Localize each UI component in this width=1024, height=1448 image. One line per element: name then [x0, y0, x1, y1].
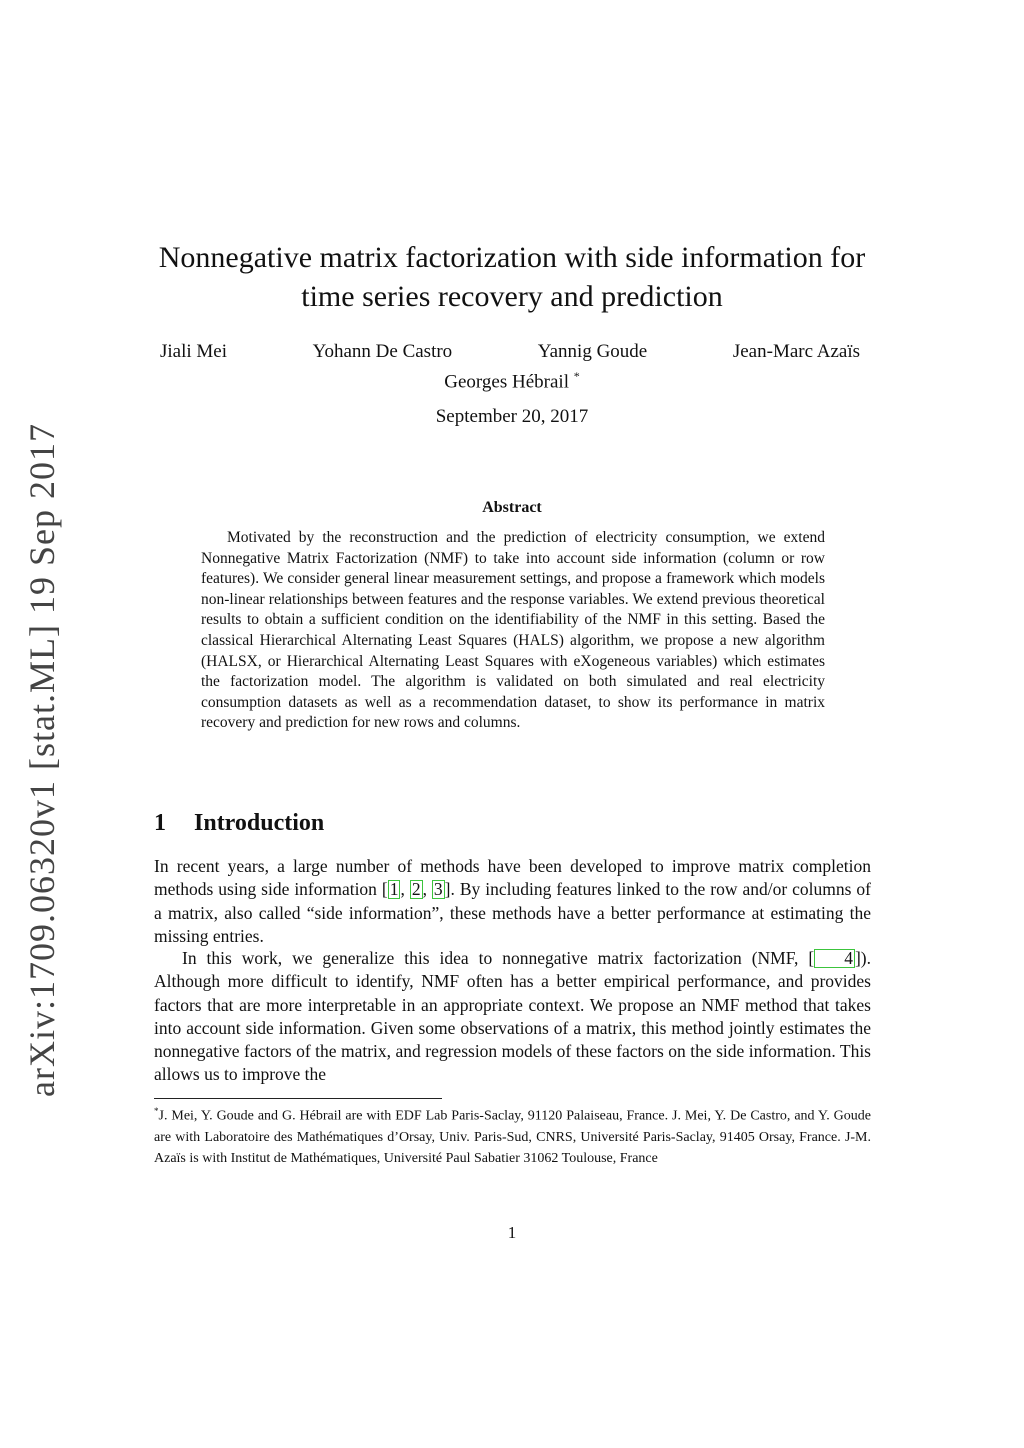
author-name: Georges Hébrail	[444, 371, 569, 393]
section-title: Introduction	[194, 810, 325, 836]
page-number: 1	[507, 1223, 517, 1242]
title-line-2: time series recovery and prediction	[301, 280, 723, 313]
author-name: Yannig Goude	[537, 341, 648, 362]
footnote	[154, 1101, 871, 1169]
paragraph-text: In this work, we generalize this idea to nonnegative matrix factorization (NMF, [	[182, 948, 815, 968]
paper-date: September 20, 2017	[435, 406, 589, 427]
footnote-mark[interactable]: *	[573, 369, 580, 383]
abstract-text: Motivated by the reconstruction and the prediction of electricity consumption, we extend Nonnegative Matrix Factorization (NMF) to take into account side information (column or row features). We consider general linear measurement settings, and propose a framework which models non-linear relationships between features and the response variables. We extend previous theoretical results to obtain a sufficient condition on the identifiability of the NMF in this setting. Based the classical Hierarchical Alternating Least Squares (HALS) algorithm, we propose a new algorithm (HALSX, or Hierarchical Alternating Least Squares with eXogeneous variables) which estimates the factorization model. The algorithm is validated on both simulated and real electricity consumption datasets as well as a recommendation dataset, to show its performance in matrix recovery and prediction for new rows and columns.	[201, 529, 825, 732]
citation-link[interactable]: 2	[411, 879, 421, 900]
paragraph-text: ]). Although more difficult to identify, NMF often has a better empirical performance, and provides factors that are more interpretable in an appropriate context. We propose an NMF method that takes into account side information. Given some observations of a matrix, this method jointly estimates the nonnegative factors of the matrix, and regression models of these factors on the side information. This allows us to improve the	[154, 948, 871, 1085]
abstract-heading: Abstract	[482, 499, 542, 516]
title-line-1: Nonnegative matrix factorization with side information for	[158, 241, 866, 274]
citation-link[interactable]: 3	[433, 879, 443, 900]
author-name: Jean-Marc Azaïs	[732, 341, 860, 362]
section-number: 1	[154, 810, 166, 836]
paragraph-text: ]. By including features linked to the row and/or columns of a matrix, also called “side information”, these methods have a better performance at estimating the missing entries.	[154, 879, 871, 946]
footnote-mark: *	[154, 1106, 159, 1116]
section-heading	[154, 808, 654, 838]
author-name: Yohann De Castro	[312, 341, 453, 362]
author-line-2	[312, 364, 712, 394]
arxiv-stamp: arXiv:1709.06320v1 [stat.ML] 19 Sep 2017	[22, 423, 62, 1097]
intro-paragraph-2	[154, 947, 871, 1087]
author-name: Jiali Mei	[160, 341, 228, 362]
paragraph-text: In recent years, a large number of methods have been developed to improve matrix completion methods using side information [	[154, 856, 871, 900]
citation-link[interactable]: 1	[389, 879, 399, 900]
paper-title	[150, 238, 874, 316]
authors-row	[160, 340, 860, 364]
footnote-text: J. Mei, Y. Goude and G. Hébrail are with EDF Lab Paris-Saclay, 91120 Palaiseau, France. J. Mei, Y. De Castro, and Y. Goude are with Laboratoire des Mathématiques d’Orsay, Univ. Paris-Sud, CNRS, Université Paris-Saclay, 91405 Orsay, France. J-M. Azaïs is with Institut de Mathématiques, Université Paul Sabatier 31062 Toulouse, France	[154, 1108, 871, 1166]
footnote-rule	[154, 1098, 442, 1099]
citation-link[interactable]: 4	[814, 949, 855, 968]
intro-paragraph-1: In recent years, a large number of methods have been developed to improve matrix completion methods using side information [ 1 , 2 , 3 ]. By including features linked to the row and/or columns of a matrix, also called “side information”, these methods have a better performance at estimating the missing entries.	[154, 856, 871, 946]
